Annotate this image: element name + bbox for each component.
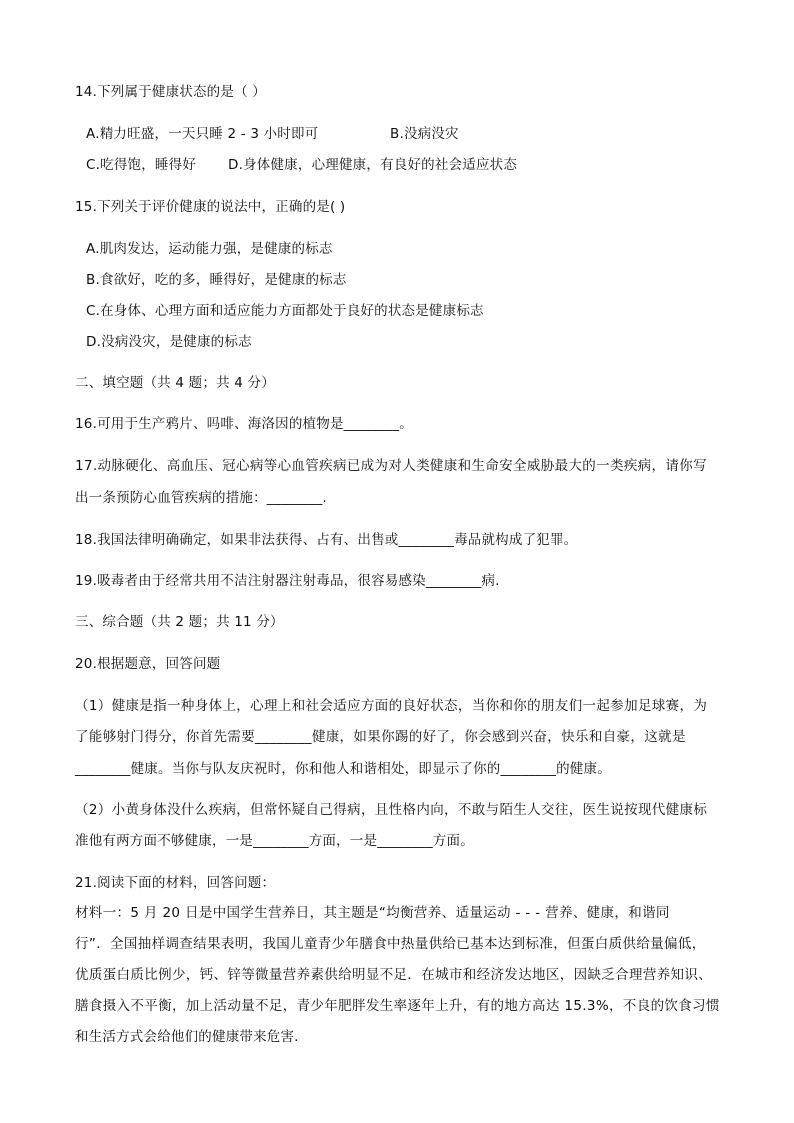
q14-option-c: C.吃得饱，睡得好 [86, 157, 197, 173]
q14-option-b: B.没病没灾 [390, 126, 459, 142]
q15-option-c: C.在身体、心理方面和适应能力方面都处于良好的状态是健康标志 [86, 303, 484, 319]
q20-part1-line1: （1）健康是指一种身体上，心理上和社会适应方面的良好状态，当你和你的朋友们一起参加足球赛，为 [75, 698, 708, 714]
q16-text: 16.可用于生产鸦片、吗啡、海洛因的植物是________。 [75, 416, 413, 432]
section2-heading: 二、填空题（共 4 题；共 4 分） [75, 375, 275, 391]
q18-text: 18.我国法律明确确定，如果非法获得、占有、出售或________毒品就构成了犯罪。 [75, 532, 578, 548]
q14-option-a: A.精力旺盛，一天只睡 2 - 3 小时即可 [86, 126, 319, 142]
q21-material-line3: 优质蛋白质比例少，钙、锌等微量营养素供给明显不足．在城市和经济发达地区，因缺乏合理营养知识、 [75, 967, 713, 983]
q15-option-d: D.没病没灾，是健康的标志 [86, 334, 252, 350]
q21-material-line5: 和生活方式会给他们的健康带来危害． [75, 1029, 308, 1045]
q20-part2-line2: 准他有两方面不够健康，一是________方面，一是________方面。 [75, 833, 474, 849]
q20-part2-line1: （2）小黄身体没什么疾病，但常怀疑自己得病，且性格内向，不敢与陌生人交往，医生说按现代健康标 [75, 802, 708, 818]
q20-stem: 20.根据题意，回答问题 [75, 656, 221, 672]
q21-material-line1: 材料一：5 月 20 日是中国学生营养日，其主题是“均衡营养、适量运动 - - - 营养、健康，和谐同 [75, 905, 670, 921]
q14-stem: 14.下列属于健康状态的是（ ） [75, 84, 266, 100]
q21-material-line4: 膳食摄入不平衡，加上活动量不足，青少年肥胖发生率逐年上升，有的地方高达 15.3%，不良的饮食习惯 [75, 998, 720, 1014]
q19-text: 19.吸毒者由于经常共用不洁注射器注射毒品，很容易感染________病. [75, 573, 500, 589]
q15-option-a: A.肌肉发达，运动能力强，是健康的标志 [86, 241, 333, 257]
q14-option-d: D.身体健康，心理健康，有良好的社会适应状态 [228, 157, 518, 173]
q21-stem: 21.阅读下面的材料，回答问题： [75, 875, 276, 891]
q21-material-line2: 行”．全国抽样调查结果表明，我国儿童青少年膳食中热量供给已基本达到标准，但蛋白质供给量偏低， [75, 936, 706, 952]
section3-heading: 三、综合题（共 2 题；共 11 分） [75, 614, 284, 630]
q15-stem: 15.下列关于评价健康的说法中，正确的是( ) [75, 199, 346, 215]
q20-part1-line3: ________健康。当你与队友庆祝时，你和他人和谐相处，即显示了你的________的健康。 [75, 761, 611, 777]
q20-part1-line2: 了能够射门得分，你首先需要________健康，如果你踢的好了，你会感到兴奋，快乐和自豪，这就是 [75, 729, 686, 745]
q17-line1: 17.动脉硬化、高血压、冠心病等心血管疾病已成为对人类健康和生命安全威胁最大的一类疾病，请你写 [75, 458, 707, 474]
q17-line2: 出一条预防心血管疾病的措施：________. [75, 490, 327, 506]
q15-option-b: B.食欲好，吃的多，睡得好，是健康的标志 [86, 272, 347, 288]
